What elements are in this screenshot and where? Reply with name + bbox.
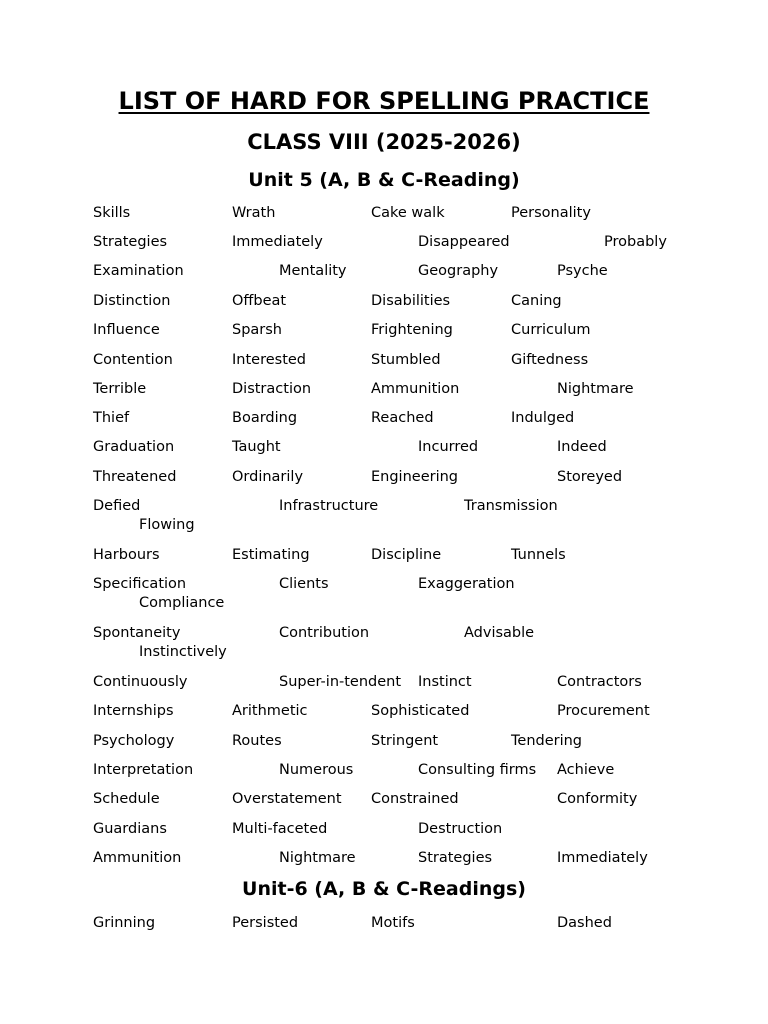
spelling-word: Instinct [418,674,472,690]
spelling-word: Strategies [93,234,168,250]
spelling-word: Personality [511,205,591,221]
spelling-word: Consulting firms [418,762,537,778]
spelling-word: Sophisticated [371,703,470,719]
spelling-word: Skills [93,205,131,221]
spelling-word: Discipline [371,547,442,563]
spelling-word: Defied [93,498,141,514]
spelling-word: Internships [93,703,174,719]
spelling-word: Curriculum [511,322,591,338]
class-subtitle: CLASS VIII (2025-2026) [247,130,521,154]
spelling-word: Constrained [371,791,459,807]
spelling-word: Multi-faceted [232,821,328,837]
spelling-word: Psyche [557,263,608,279]
spelling-word: Examination [93,263,184,279]
spelling-word: Interpretation [93,762,194,778]
spelling-word: Disabilities [371,293,451,309]
spelling-word: Routes [232,733,282,749]
spelling-word: Probably [604,234,667,250]
spelling-word: Threatened [93,469,177,485]
spelling-word: Storeyed [557,469,623,485]
spelling-word: Taught [232,439,281,455]
spelling-word: Ordinarily [232,469,304,485]
spelling-word: Wrath [232,205,276,221]
spelling-word: Indulged [511,410,575,426]
spelling-word: Ammunition [371,381,460,397]
spelling-word: Estimating [232,547,310,563]
spelling-word: Persisted [232,915,299,931]
spelling-word: Influence [93,322,160,338]
spelling-word: Flowing [139,517,195,533]
spelling-word: Nightmare [279,850,356,866]
spelling-word: Strategies [418,850,493,866]
spelling-word: Advisable [464,625,535,641]
spelling-word: Grinning [93,915,156,931]
spelling-word: Harbours [93,547,160,563]
spelling-word: Infrastructure [279,498,379,514]
spelling-word: Clients [279,576,329,592]
spelling-word: Incurred [418,439,479,455]
spelling-word: Caning [511,293,562,309]
spelling-word: Cake walk [371,205,445,221]
spelling-word: Immediately [557,850,648,866]
spelling-word: Exaggeration [418,576,515,592]
spelling-word: Sparsh [232,322,282,338]
spelling-word: Tendering [511,733,583,749]
spelling-word: Indeed [557,439,607,455]
spelling-word: Geography [418,263,499,279]
spelling-word: Numerous [279,762,354,778]
spelling-word: Continuously [93,674,188,690]
spelling-word: Nightmare [557,381,634,397]
spelling-word: Motifs [371,915,415,931]
spelling-word: Tunnels [511,547,566,563]
unit-heading: Unit-6 (A, B & C-Readings) [242,878,526,900]
spelling-word: Schedule [93,791,160,807]
spelling-word: Boarding [232,410,298,426]
spelling-word: Contractors [557,674,642,690]
spelling-word: Dashed [557,915,612,931]
spelling-word: Stumbled [371,352,441,368]
spelling-word: Procurement [557,703,650,719]
spelling-word: Mentality [279,263,347,279]
spelling-word: Stringent [371,733,439,749]
spelling-word: Transmission [464,498,558,514]
spelling-word: Thief [93,410,130,426]
spelling-word: Arithmetic [232,703,308,719]
spelling-word: Frightening [371,322,453,338]
spelling-word: Contribution [279,625,370,641]
spelling-word: Terrible [93,381,147,397]
spelling-word: Instinctively [139,644,227,660]
spelling-word: Super-in-tendent [279,674,402,690]
spelling-word: Graduation [93,439,175,455]
spelling-word: Distraction [232,381,312,397]
spelling-word: Conformity [557,791,638,807]
spelling-word: Achieve [557,762,615,778]
spelling-word: Destruction [418,821,503,837]
spelling-word: Offbeat [232,293,287,309]
spelling-word: Distinction [93,293,171,309]
unit-heading: Unit 5 (A, B & C-Reading) [248,169,520,191]
spelling-word: Spontaneity [93,625,181,641]
page-title: LIST OF HARD FOR SPELLING PRACTICE [118,87,650,115]
spelling-word: Psychology [93,733,175,749]
spelling-word: Immediately [232,234,323,250]
spelling-word: Overstatement [232,791,342,807]
spelling-word: Engineering [371,469,458,485]
spelling-word: Contention [93,352,173,368]
spelling-word: Interested [232,352,307,368]
spelling-word: Guardians [93,821,167,837]
spelling-word: Disappeared [418,234,510,250]
spelling-word: Reached [371,410,434,426]
spelling-word: Giftedness [511,352,589,368]
spelling-word: Compliance [139,595,225,611]
spelling-word: Specification [93,576,187,592]
spelling-word: Ammunition [93,850,182,866]
